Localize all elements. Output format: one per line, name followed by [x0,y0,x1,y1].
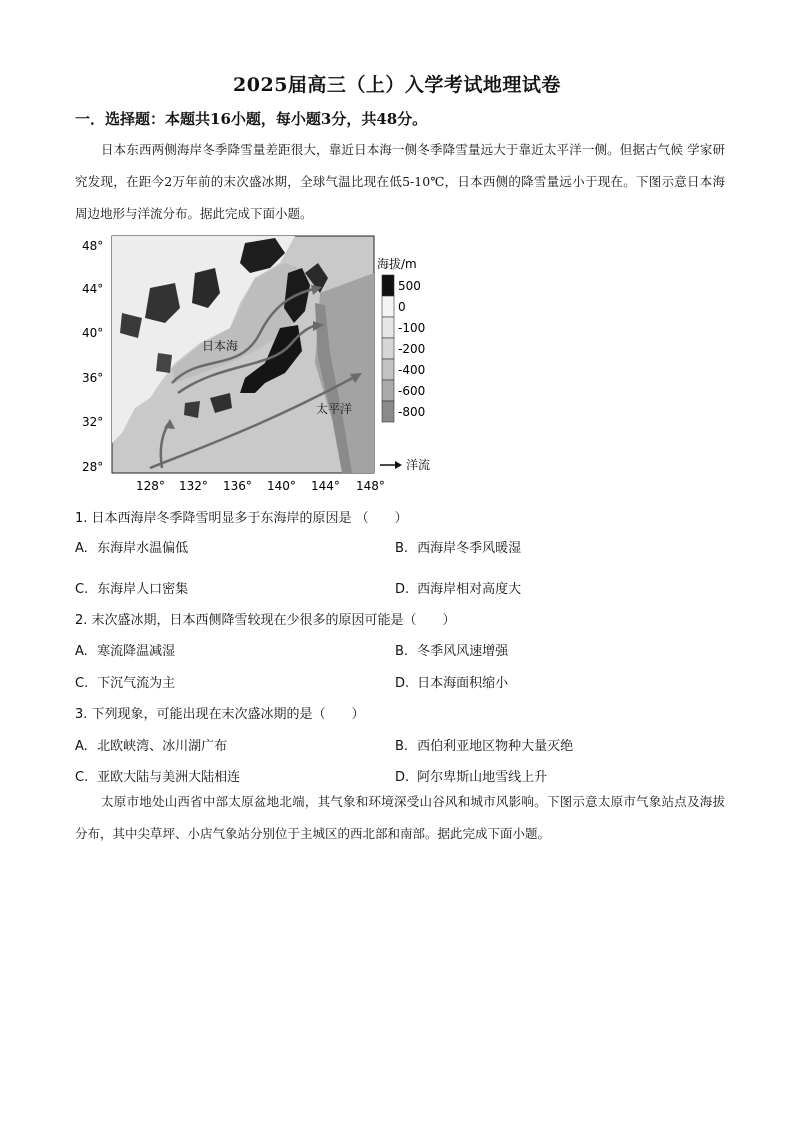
map-area [112,236,374,473]
lat-label: 32° [82,415,104,429]
option-text: 东海岸水温偏低 [97,541,189,556]
legend-value: -800 [398,405,426,419]
elevation-legend [377,256,430,472]
question-3-option-a[interactable] [75,735,227,754]
option-letter: D. [395,676,410,691]
lon-label: 132° [179,479,208,493]
lon-label: 128° [136,479,165,493]
question-1-option-d[interactable] [395,578,521,597]
legend-swatch [382,380,394,401]
question-2-option-c[interactable] [75,672,175,691]
option-letter: B. [395,541,409,556]
lon-label: 148° [356,479,385,493]
lat-label: 48° [82,239,104,253]
legend-swatch [382,359,394,380]
question-2-option-a[interactable] [75,640,175,659]
question-1-stem: 1. 日本西海岸冬季降雪明显多于东海岸的原因是 （ ） [75,511,408,526]
legend-value: -100 [398,321,426,335]
option-text: 西海岸冬季风暖湿 [417,541,522,556]
lat-label: 44° [82,282,104,296]
passage-intro: 日本东西两侧海岸冬季降雪量差距很大，靠近日本海一侧冬季降雪量远大于靠近太平洋一侧。但据古气候 学家研究发现，在距今2万年前的末次盛冰期，全球气温比现在低5-10℃，日本西侧的降雪量远小于现在。下图示意日本海周边地形与洋流分布。据此完成下面小题。 [75,142,725,221]
option-text: 东海岸人口密集 [97,582,189,597]
map-figure [80,233,440,495]
question-2-stem: 2. 末次盛冰期，日本西侧降雪较现在少很多的原因可能是（ ） [75,613,456,628]
option-letter: C. [75,770,89,785]
question-1-option-c[interactable] [75,578,188,597]
option-letter: A. [75,644,88,659]
option-text: 亚欧大陆与美洲大陆相连 [97,770,241,785]
option-letter: D. [395,582,410,597]
lat-label: 36° [82,371,104,385]
option-text: 下沉气流为主 [97,676,176,691]
option-text: 北欧峡湾、冰川湖广布 [97,739,228,754]
option-letter: B. [395,739,409,754]
legend-swatch [382,296,394,317]
legend-swatch [382,401,394,422]
question-3-option-b[interactable] [395,735,573,754]
current-legend-label: 洋流 [406,458,431,472]
lon-label: 136° [223,479,252,493]
exam-title: 2025届高三（上）入学考试地理试卷 [233,74,561,96]
option-text: 寒流降温减湿 [97,644,176,659]
option-letter: C. [75,676,89,691]
question-1-option-a[interactable] [75,537,188,556]
legend-swatch [382,275,394,296]
option-letter: D. [395,770,410,785]
legend-value: -200 [398,342,426,356]
legend-value: 0 [398,300,406,314]
pacific-label: 太平洋 [316,402,353,416]
legend-swatch [382,317,394,338]
question-2-option-d[interactable] [395,672,508,691]
legend-value: 500 [398,279,421,293]
passage-intro-2: 太原市地处山西省中部太原盆地北端，其气象和环境深受山谷风和城市风影响。下图示意太原市气象站点及海拔分布，其中尖草坪、小店气象站分别位于主城区的西北部和南部。据此完成下面小题。 [75,794,725,841]
lon-label: 144° [311,479,340,493]
option-text: 西海岸相对高度大 [417,582,522,597]
question-3-option-c[interactable] [75,766,240,785]
lat-label: 40° [82,326,104,340]
section-heading: 一．选择题：本题共16小题，每小题3分，共48分。 [75,110,428,128]
option-text: 日本海面积缩小 [417,676,509,691]
option-letter: A. [75,739,88,754]
lat-label: 28° [82,460,104,474]
option-letter: B. [395,644,409,659]
legend-value: -400 [398,363,426,377]
question-2-option-b[interactable] [395,640,508,659]
legend-swatch [382,338,394,359]
legend-value: -600 [398,384,426,398]
option-text: 西伯利亚地区物种大量灭绝 [417,739,574,754]
lon-label: 140° [267,479,296,493]
legend-title: 海拔/m [377,257,417,271]
sea-of-japan-label: 日本海 [202,339,239,353]
question-3-option-d[interactable] [395,766,547,785]
option-letter: A. [75,541,88,556]
option-text: 阿尔卑斯山地雪线上升 [417,770,548,785]
option-letter: C. [75,582,89,597]
question-3-stem: 3. 下列现象，可能出现在末次盛冰期的是（ ） [75,707,365,722]
option-text: 冬季风风速增强 [417,644,509,659]
question-1-option-b[interactable] [395,537,521,556]
